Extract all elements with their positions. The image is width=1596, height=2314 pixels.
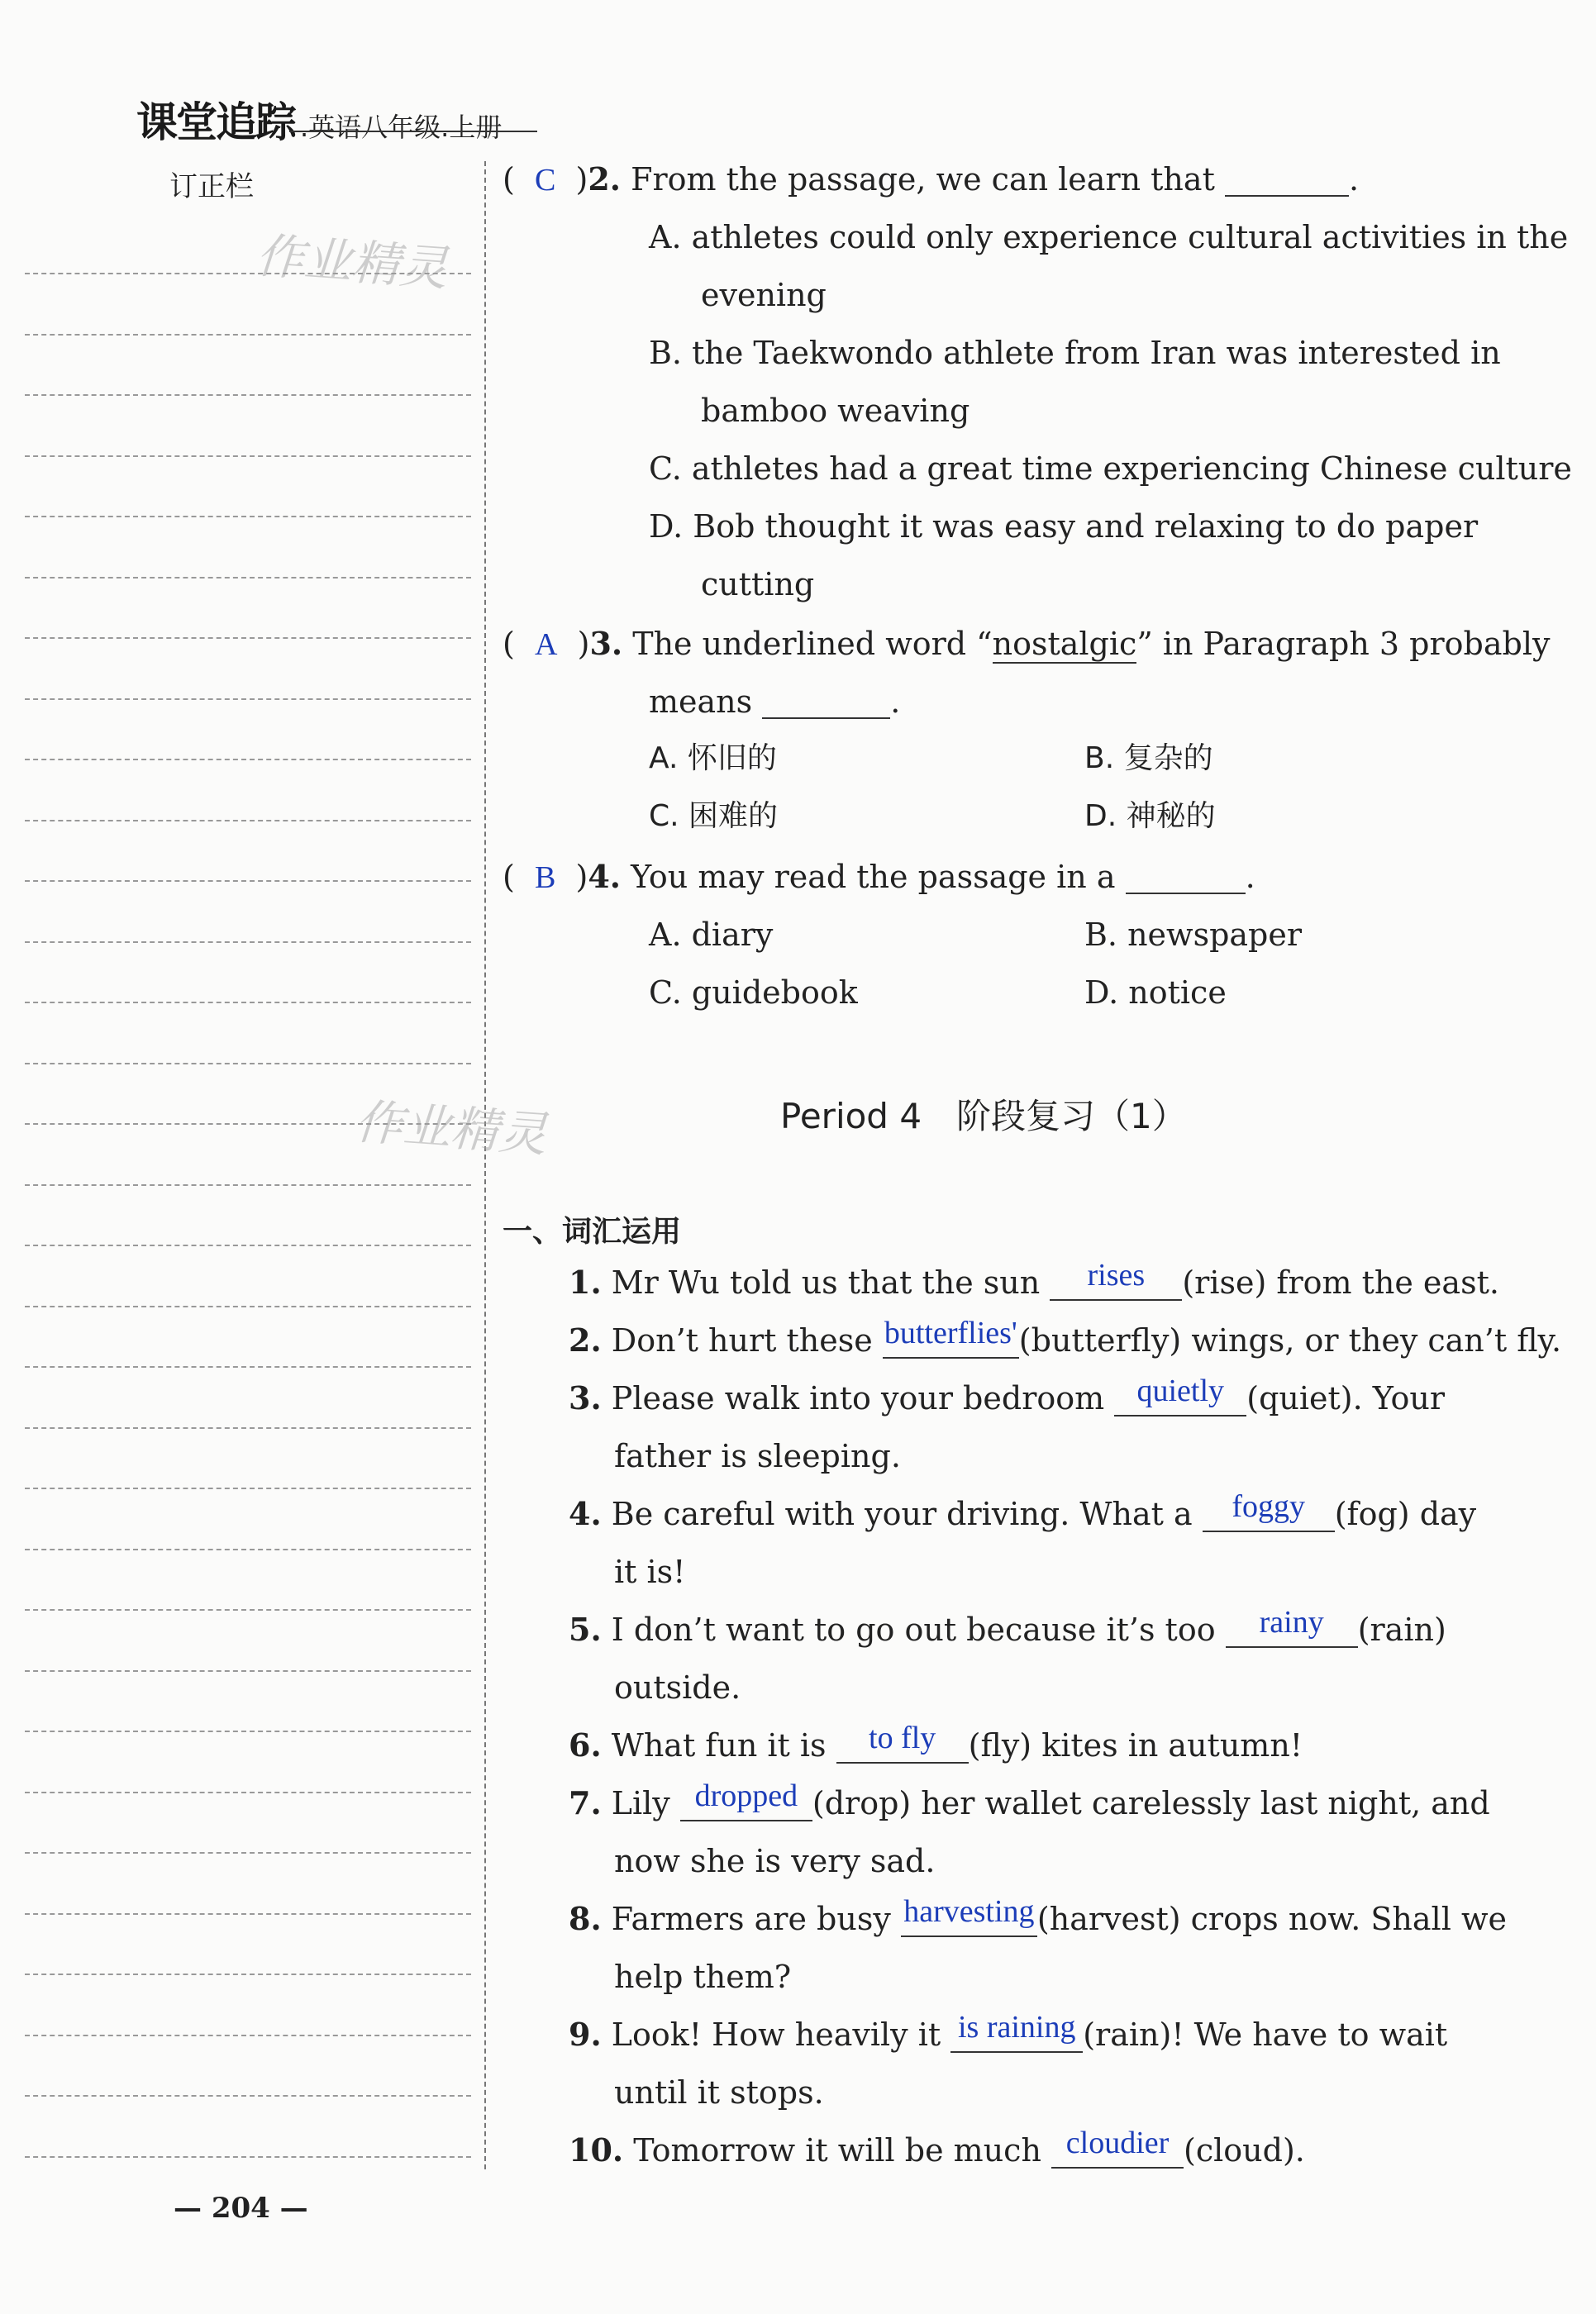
question-4: ( B )4. You may read the passage in a . — [503, 858, 1255, 895]
vocab-item-cont: father is sleeping. — [614, 1438, 901, 1474]
correction-line — [25, 1366, 471, 1368]
option-c: C. athletes had a great time experiencing Chinese culture — [649, 450, 1572, 487]
answer-choice: C — [535, 163, 556, 198]
option-a: A. athletes could only experience cultural activities in the — [649, 219, 1569, 255]
item-text: (rise) from the east. — [1182, 1264, 1499, 1301]
correction-line — [25, 637, 471, 639]
correction-line — [25, 1670, 471, 1672]
correction-column-title: 订正栏 — [169, 170, 254, 203]
vocab-item-cont: help them? — [614, 1959, 792, 1995]
answer-blank — [883, 1316, 1019, 1359]
correction-line — [25, 880, 471, 882]
option-b: B. newspaper — [1084, 917, 1303, 953]
item-text: (harvest) crops now. Shall we — [1036, 1901, 1507, 1937]
page-number: — 204 — — [174, 2192, 308, 2225]
correction-line — [25, 516, 471, 517]
book-subtitle: .英语八年级.上册 — [300, 112, 503, 143]
item-text: Mr Wu told us that the sun — [611, 1264, 1041, 1301]
vocab-item — [569, 2010, 1448, 2053]
item-number: 3. — [569, 1379, 602, 1416]
item-number: 6. — [569, 1726, 602, 1764]
item-number: 5. — [569, 1611, 602, 1648]
option-a: A. 怀旧的 — [649, 741, 777, 775]
column-divider — [484, 161, 486, 2169]
correction-line — [25, 394, 471, 396]
correction-line — [25, 1974, 471, 1975]
vocab-item — [569, 1316, 1562, 1359]
option-d: D. Bob thought it was easy and relaxing to do paper — [649, 508, 1479, 545]
option-a: A. diary — [649, 917, 774, 953]
item-text: Lily — [611, 1785, 670, 1821]
answer-blank — [1114, 1374, 1246, 1416]
handwritten-answer: cloudier — [1065, 2126, 1170, 2160]
item-text: I don’t want to go out because it’s too — [611, 1612, 1216, 1648]
correction-line — [25, 1063, 471, 1064]
correction-line — [25, 698, 471, 700]
correction-line — [25, 1002, 471, 1003]
item-text: Farmers are busy — [611, 1901, 891, 1937]
answer-blank — [901, 1894, 1037, 1937]
correction-line — [25, 1792, 471, 1793]
correction-line — [25, 577, 471, 578]
option-d: D. 神秘的 — [1084, 799, 1216, 833]
correction-line — [25, 941, 471, 943]
section-title: 一、词汇运用 — [503, 1215, 682, 1249]
answer-choice: B — [535, 860, 556, 895]
watermark: 作业精灵 — [353, 1093, 549, 1163]
item-text: What fun it is — [611, 1727, 827, 1764]
brand-logo: 课堂追踪 — [136, 98, 295, 146]
correction-line — [25, 2156, 471, 2158]
correction-line — [25, 759, 471, 760]
correction-line — [25, 334, 471, 336]
item-text: Tomorrow it will be much — [633, 2132, 1041, 2169]
answer-blank — [680, 1778, 812, 1821]
item-text: (rain)! We have to wait — [1083, 2016, 1448, 2053]
option-d-cont: cutting — [701, 566, 815, 602]
answer-blank — [1051, 2126, 1184, 2169]
header-rule — [289, 131, 537, 132]
item-text: (quiet). Your — [1246, 1380, 1446, 1416]
vocab-item-cont: it is! — [614, 1554, 686, 1590]
item-number: 8. — [569, 1900, 602, 1937]
option-c: C. 困难的 — [649, 799, 779, 833]
correction-line — [25, 1913, 471, 1915]
answer-blank — [836, 1721, 969, 1764]
correction-line — [25, 1549, 471, 1550]
handwritten-answer: is raining — [957, 2010, 1076, 2045]
option-c: C. guidebook — [649, 974, 858, 1011]
handwritten-answer: foggy — [1232, 1489, 1306, 1524]
handwritten-answer: dropped — [694, 1778, 798, 1813]
underlined-word: nostalgic — [992, 626, 1137, 662]
correction-line — [25, 1731, 471, 1732]
handwritten-answer: butterflies' — [884, 1316, 1017, 1350]
correction-line — [25, 1427, 471, 1429]
option-b: B. 复杂的 — [1084, 741, 1213, 775]
period-title: Period 4 阶段复习（1） — [780, 1096, 1187, 1136]
correction-line — [25, 1852, 471, 1854]
item-text: (butterfly) wings, or they can’t fly. — [1018, 1322, 1562, 1359]
item-number: 7. — [569, 1784, 602, 1821]
item-number: 1. — [569, 1264, 602, 1301]
vocab-item-cont: outside. — [614, 1669, 741, 1706]
correction-line — [25, 455, 471, 457]
item-text: (fly) kites in autumn! — [968, 1727, 1303, 1764]
vocab-item — [569, 1258, 1499, 1301]
answer-blank — [950, 2010, 1083, 2053]
item-number: 9. — [569, 2016, 602, 2053]
vocab-item-cont: now she is very sad. — [614, 1843, 936, 1879]
vocab-item-cont: until it stops. — [614, 2074, 824, 2111]
item-text: Don’t hurt these — [611, 1322, 873, 1359]
correction-line — [25, 1488, 471, 1489]
correction-line — [25, 2035, 471, 2036]
correction-line — [25, 2095, 471, 2097]
answer-blank — [1050, 1258, 1182, 1301]
watermark: 作业精灵 — [254, 226, 450, 297]
vocab-item — [569, 1374, 1446, 1416]
answer-blank — [1225, 164, 1349, 197]
option-a-cont: evening — [701, 277, 827, 313]
item-number: 10. — [569, 2131, 624, 2169]
question-3: ( A )3. The underlined word “nostalgic” in Paragraph 3 probably — [503, 625, 1551, 662]
vocab-item — [569, 1894, 1507, 1937]
question-2: ( C )2. From the passage, we can learn that . — [503, 160, 1360, 198]
option-b: B. the Taekwondo athlete from Iran was interested in — [649, 335, 1501, 371]
vocab-item — [569, 1778, 1490, 1821]
handwritten-answer: quietly — [1136, 1374, 1225, 1408]
handwritten-answer: rainy — [1259, 1605, 1324, 1640]
answer-blank — [1126, 861, 1246, 894]
correction-line — [25, 820, 471, 821]
item-number: 2. — [569, 1321, 602, 1359]
vocab-item — [569, 2126, 1305, 2169]
handwritten-answer: harvesting — [903, 1894, 1035, 1929]
item-text: (drop) her wallet carelessly last night, and — [812, 1785, 1490, 1821]
option-d: D. notice — [1084, 974, 1227, 1011]
handwritten-answer: rises — [1087, 1258, 1146, 1293]
item-text: (fog) day — [1334, 1496, 1477, 1532]
correction-line — [25, 1306, 471, 1307]
answer-blank — [762, 686, 890, 719]
answer-choice: A — [535, 627, 558, 662]
item-text: (cloud). — [1184, 2132, 1305, 2169]
answer-blank — [1203, 1489, 1335, 1532]
item-number: 4. — [569, 1495, 602, 1532]
correction-line — [25, 1609, 471, 1611]
vocab-item — [569, 1605, 1446, 1648]
item-text: (rain) — [1357, 1612, 1446, 1648]
question-3-cont: means . — [649, 683, 901, 720]
handwritten-answer: to fly — [869, 1721, 936, 1755]
item-text: Look! How heavily it — [611, 2016, 941, 2053]
answer-blank — [1226, 1605, 1358, 1648]
correction-line — [25, 1245, 471, 1246]
vocab-item — [569, 1721, 1303, 1764]
correction-line — [25, 1184, 471, 1186]
item-text: Be careful with your driving. What a — [611, 1496, 1193, 1532]
vocab-item — [569, 1489, 1477, 1532]
option-b-cont: bamboo weaving — [701, 393, 970, 429]
item-text: Please walk into your bedroom — [611, 1380, 1105, 1416]
